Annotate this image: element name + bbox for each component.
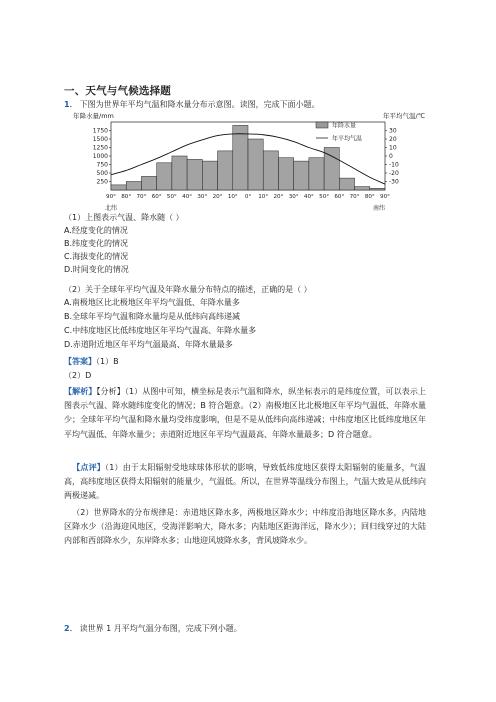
answer-line-1	[64, 356, 426, 368]
answer-tag: 【答案】	[64, 357, 96, 366]
comment-tag: 【点评】	[72, 463, 106, 472]
precipitation-bar	[370, 188, 385, 190]
plot-area	[93, 122, 399, 200]
sub-question-2-option-b: B.全球年平均气温和降水量均是从低纬向高纬递减	[64, 312, 241, 321]
precipitation-bar	[111, 185, 126, 190]
sub-question-2-option-a: A.南极地区比北极地区年平均气温低、年降水量多	[64, 298, 240, 307]
question-2-stem	[64, 623, 242, 634]
precipitation-bar	[218, 151, 233, 190]
x-tick-label: 20°	[273, 194, 284, 200]
x-tick-label: 20°	[212, 194, 223, 200]
y-tick-label: 1250	[92, 144, 108, 152]
x-left-label: 北纬	[105, 205, 118, 212]
sub-question-1-option-d: D.时间变化的情况	[64, 265, 129, 274]
precipitation-bar	[278, 158, 293, 190]
x-tick-label: 0°	[244, 194, 252, 200]
question-1-number: 1．	[64, 100, 78, 109]
y2-tick-label: -20	[389, 170, 399, 177]
y2-tick-label: 20	[389, 136, 397, 143]
y-tick-label: 1750	[92, 127, 108, 135]
analysis-body: 【分析】（1）从图中可知，横坐标是表示气温和降水，纵坐标表示的是纬度位置，可以表示上图表示气温、降水随纬度变化的情况；B 符合题意。（2）南极地区比北极地区年平均气温低、年降水量少；全球年平均气温和降水量均受纬度影响，但是不是从低纬向高纬递减；中纬度地区比低纬度地区年平均气温低、年降水量少；赤道附近地区年平均气温最高、年降水量最多；D 符合题意。	[64, 387, 426, 439]
y-tick-label: 250	[96, 178, 108, 186]
y2-tick-label: 10	[389, 144, 397, 152]
legend-bar-swatch	[316, 122, 328, 128]
sub-question-2-option-c: C.中纬度地区比低纬度地区年平均气温高、年降水量多	[64, 326, 257, 335]
question-1-stem	[64, 99, 320, 110]
question-1-text: 下图为世界年平均气温和降水量分布示意图。读图，完成下面小题。	[79, 100, 320, 109]
x-right-label: 南纬	[373, 205, 386, 212]
precipitation-bar	[233, 125, 248, 190]
x-tick-label: 30°	[197, 194, 208, 200]
precipitation-bar	[263, 151, 278, 190]
comment-body-1: （1）由于太阳辐射受地球球体形状的影响，导致低纬度地区获得太阳辐射的能量多，气温高，高纬度地区获得太阳辐射的能量少，气温低。所以，在世界等温线分布图上，气温大致是从低纬向两极递减。	[64, 463, 426, 501]
sub-question-2: （2）关于全球年平均气温及年降水量分布特点的描述，正确的是（ ）	[64, 285, 312, 294]
legend-temperature-label: 年平均气温	[332, 135, 363, 143]
precipitation-bar	[202, 161, 217, 190]
x-tick-label: 60°	[334, 194, 345, 200]
y-tick-label: 750	[96, 161, 108, 169]
question-2-number: 2．	[64, 624, 78, 633]
precipitation-bar	[172, 156, 187, 190]
sub-question-1-option-b: B.纬度变化的情况	[64, 239, 129, 248]
x-tick-label: 70°	[349, 194, 360, 200]
x-tick-label: 60°	[151, 194, 162, 200]
precipitation-bar	[248, 139, 263, 190]
x-tick-label: 10°	[227, 194, 238, 200]
x-tick-label: 30°	[288, 194, 299, 200]
comment-body-2: （2）世界降水的分布规律是：赤道地区降水多，两极地区降水少；中纬度沿海地区降水多，内陆地区降水少（沿海迎风地区，受海洋影响大，降水多；内陆地区距海洋远，降水少）；回归线穿过的大陆内部和西部降水少，东岸降水多；山地迎风坡降水多，背风坡降水少。	[64, 508, 426, 546]
y2-tick-label: -30	[389, 178, 399, 186]
precipitation-temperature-chart	[73, 110, 425, 212]
y-tick-label: 1000	[92, 153, 108, 160]
y2-axis-label: 年平均气温/℃	[383, 112, 425, 120]
x-tick-label: 80°	[121, 194, 132, 200]
legend-precipitation-label: 年降水量	[332, 122, 357, 130]
sub-question-1-option-c: C.海拔变化的情况	[64, 252, 129, 261]
y-tick-label: 1500	[92, 136, 108, 143]
x-tick-label: 90°	[380, 194, 390, 200]
answer-2: （2）D	[64, 371, 92, 380]
analysis-paragraph	[64, 385, 426, 442]
answer-1: （1）B	[96, 357, 119, 366]
precipitation-bar	[294, 161, 309, 190]
section-title: 一、天气与气候选择题	[64, 85, 171, 97]
precipitation-bar	[157, 163, 172, 190]
x-tick-label: 50°	[166, 194, 177, 200]
sub-question-2-option-d: D.赤道附近地区年平均气温最高、年降水量最多	[64, 340, 233, 349]
analysis-tag: 【解析】	[64, 387, 97, 396]
sub-question-1: （1）上图表示气温、降水随（ ）	[64, 213, 184, 222]
sub-question-1-option-a: A.经度变化的情况	[64, 226, 128, 235]
y2-tick-label: 0	[389, 153, 393, 160]
y2-tick-label: -10	[389, 161, 399, 169]
question-2-text: 读世界 1 月平均气温分布图，完成下列小题。	[79, 624, 242, 633]
x-tick-label: 50°	[319, 194, 330, 200]
x-tick-label: 90°	[106, 194, 116, 200]
precipitation-bar	[309, 158, 324, 190]
y2-tick-label: 30	[389, 127, 397, 135]
x-tick-label: 80°	[364, 194, 375, 200]
precipitation-bar	[355, 187, 370, 190]
y-tick-label: 500	[96, 170, 108, 177]
comment-paragraph-2	[64, 506, 426, 549]
x-tick-label: 10°	[258, 194, 269, 200]
x-tick-label: 70°	[136, 194, 147, 200]
precipitation-bar	[339, 178, 354, 190]
x-tick-label: 40°	[182, 194, 193, 200]
precipitation-bar	[141, 176, 156, 190]
precipitation-bar	[187, 159, 202, 190]
chart-legend	[316, 122, 362, 143]
comment-paragraph-1	[64, 461, 426, 504]
y-axis-label: 年降水量/mm	[73, 112, 114, 120]
x-tick-label: 40°	[303, 194, 314, 200]
precipitation-bar	[126, 182, 141, 191]
